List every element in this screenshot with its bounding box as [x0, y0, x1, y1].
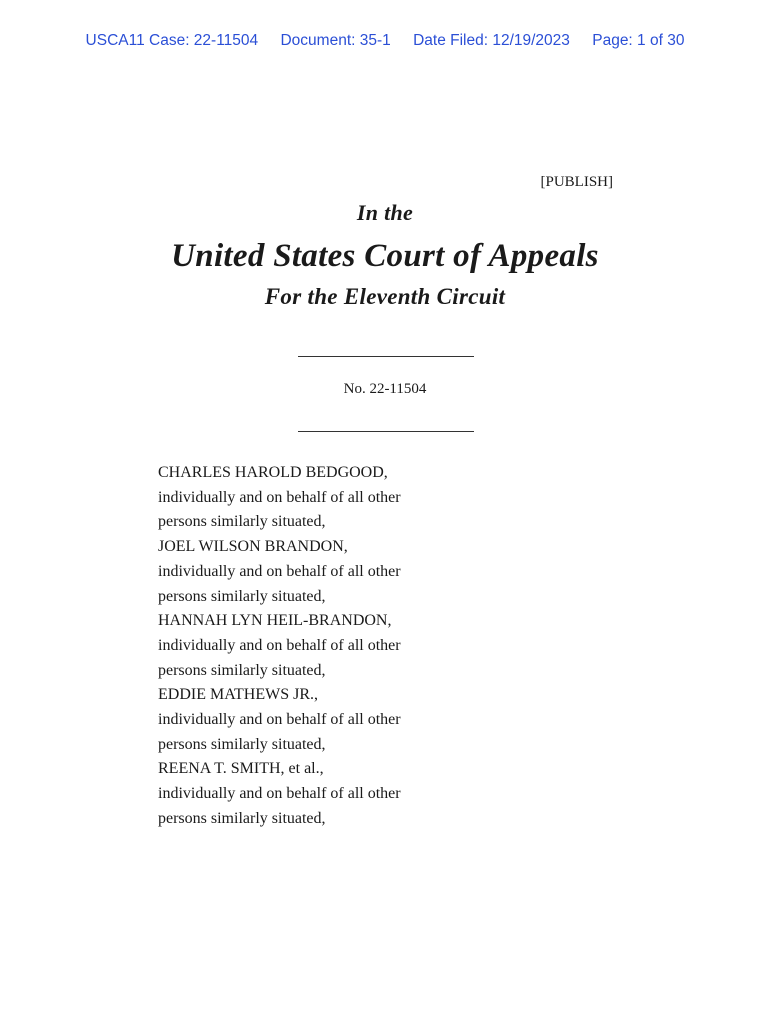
party-line: individually and on behalf of all other [158, 636, 401, 654]
party-line: CHARLES HAROLD BEDGOOD, [158, 464, 388, 481]
divider-bottom [298, 431, 474, 432]
party-line: persons similarly situated, [158, 735, 326, 753]
caption-circuit: For the Eleventh Circuit [264, 284, 506, 309]
header-case-number: USCA11 Case: 22-11504 [85, 32, 259, 49]
party-line: persons similarly situated, [158, 661, 326, 679]
caption-in-the: In the [356, 200, 414, 225]
party-line: individually and on behalf of all other [158, 562, 401, 580]
party-line: persons similarly situated, [158, 809, 326, 827]
party-line: individually and on behalf of all other [158, 488, 401, 506]
parties-list [158, 461, 401, 832]
case-number: No. 22-11504 [343, 381, 427, 397]
party-line: individually and on behalf of all other [158, 711, 401, 729]
party-line: persons similarly situated, [158, 513, 326, 531]
party-line: persons similarly situated, [158, 587, 326, 605]
divider-top [298, 356, 474, 357]
party-line: HANNAH LYN HEIL-BRANDON, [158, 612, 392, 630]
party-line: individually and on behalf of all other [158, 785, 401, 803]
header-date-filed: Date Filed: 12/19/2023 [413, 32, 570, 49]
header-document-number: Document: 35-1 [280, 32, 391, 49]
party-line: EDDIE MATHEWS JR., [158, 686, 318, 704]
header-page-count: Page: 1 of 30 [592, 32, 685, 49]
caption-court-name: United States Court of Appeals [171, 238, 599, 274]
publish-tag: [PUBLISH] [540, 174, 613, 190]
filing-header-stamp [0, 32, 770, 50]
party-line: JOEL WILSON BRANDON, [158, 538, 348, 556]
party-line: REENA T. SMITH, et al., [158, 760, 324, 778]
